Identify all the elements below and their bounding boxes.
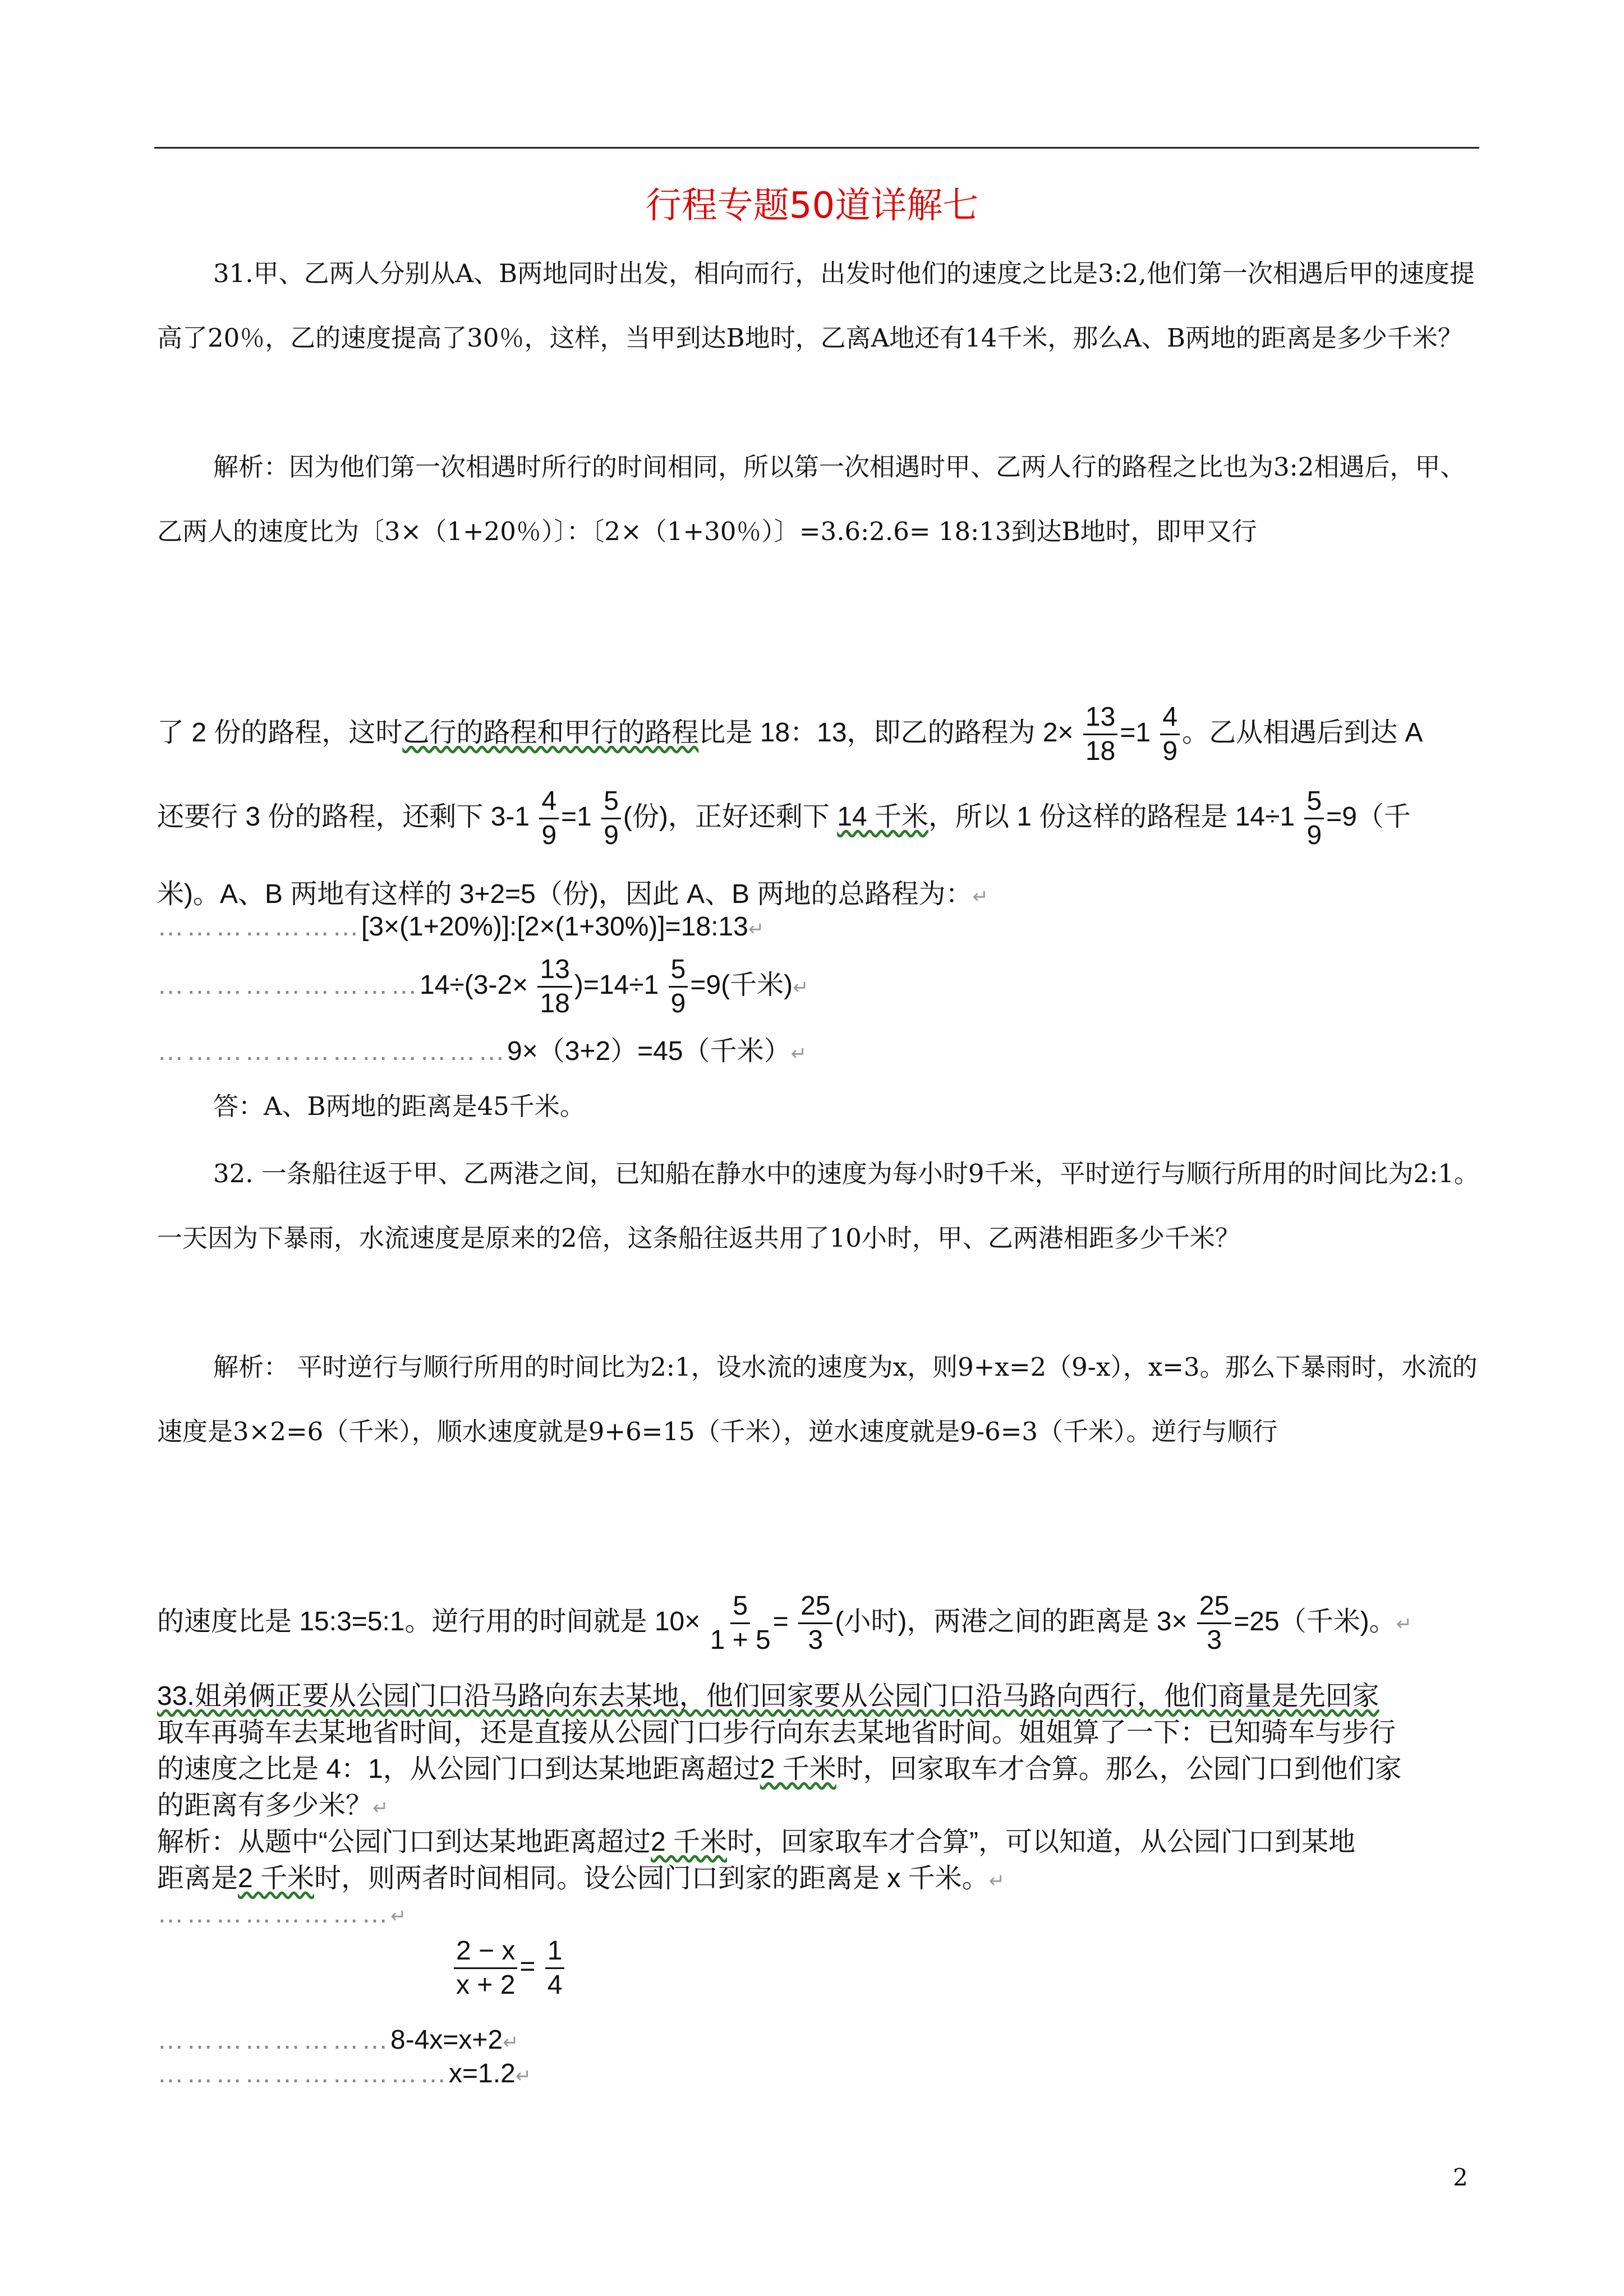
q31-answer: 答：A、B两地的距离是45千米。 <box>213 1091 585 1121</box>
q31-question: 31.甲、乙两人分别从A、B两地同时出发，相向而行，出发时他们的速度之比是3:2,他们第一次相遇后甲的速度提高了20％，乙的速度提高了30％，这样，当甲到达B地时，乙离A地还有14千米，那么A、B两地的距离是多少千米？ <box>157 259 1475 353</box>
q32-solution-line: 的速度比是 15:3=5:1。逆行用的时间就是 10× $\frac{5}{1 + 5}$ = $\frac{25}{3}$ (小时)，两港之间的距离是 3× $\frac{25}{3}$ =25（千米)。↵ <box>157 1590 1412 1657</box>
q33-analysis-line-1: 解析：从题中“公园门口到达某地距离超过2 千米时，回家取车才合算”，可以知道，从公园门口到某地 <box>157 1827 1356 1857</box>
q33-line-3: 的速度之比是 4：1，从公园门口到达某地距离超过2 千米时，回家取车才合算。那么，公园门口到他们家 <box>157 1754 1402 1784</box>
fraction-4-9: $\frac{4}{9}$ <box>1160 701 1180 768</box>
q31-equation-2: ………………………14÷(3-2× $\frac{13}{18}$ )=14÷1 $\frac{5}{9}$ =9(千米)↵ <box>157 953 809 1020</box>
q31-solution-line-2: 还要行 3 份的路程，还剩下 3-1 $\frac{4}{9}$ =1 $\frac{5}{9}$ (份)，正好还剩下 14 千米，所以 1 份这样的路程是 14÷1 $\frac{5}{9}$ =9（千 <box>157 785 1411 852</box>
q31-equation-1: …………………[3×(1+20%)]:[2×(1+30%)]=18:13↵ <box>157 912 765 942</box>
q32-analysis: 解析： 平时逆行与顺行所用的时间比为2:1，设水流的速度为x，则9+x=2（9-x），x=3。那么下暴雨时，水流的速度是3×2=6（千米），顺水速度就是9+6=15（千米），逆水速度就是9-6=3（千米）。逆行与顺行 <box>157 1352 1478 1446</box>
q31-equation-3: ………………………………9×（3+2）=45（千米）↵ <box>157 1036 807 1066</box>
fraction-5-over-1-plus-5: $\frac{5}{1 + 5}$ <box>710 1591 771 1655</box>
q33-dots-1: ……………………↵ <box>157 1899 407 1929</box>
fraction-25-3: $\frac{25}{3}$ <box>798 1590 832 1657</box>
q33-analysis-line-2: 距离是2 千米时，则两者时间相同。设公园门口到家的距离是 x 千米。↵ <box>157 1864 1005 1893</box>
fraction-13-18: $\frac{13}{18}$ <box>537 953 572 1020</box>
fraction-5-9: $\frac{5}{9}$ <box>601 785 621 852</box>
fraction-5-9: $\frac{5}{9}$ <box>669 953 688 1020</box>
q31-solution-line-3: 米)。A、B 两地有这样的 3+2=5（份)，因此 A、B 两地的总路程为：↵ <box>157 879 989 909</box>
q31-solution-line-1: 了 2 份的路程，这时乙行的路程和甲行的路程比是 18：13，即乙的路程为 2× $\frac{13}{18}$ =1 $\frac{4}{9}$ 。乙从相遇后到达 A <box>157 701 1423 768</box>
q31-analysis: 解析：因为他们第一次相遇时所行的时间相同，所以第一次相遇时甲、乙两人行的路程之比也为3:2相遇后，甲、乙两人的速度比为〔3×（1+20％）〕：〔2×（1+30％）〕=3.6:2.6= 18:13到达B地时，即甲又行 <box>157 452 1466 546</box>
q33-line-1: 33.姐弟俩正要从公园门口沿马路向东去某地，他们回家要从公园门口沿马路向西行，他们商量是先回家 <box>157 1681 1379 1711</box>
page-title: 行程专题50道详解七 <box>645 185 979 227</box>
fraction-5-9: $\frac{5}{9}$ <box>1304 785 1324 852</box>
header-rule <box>154 147 1479 149</box>
q33-line-2: 取车再骑车去某地省时间，还是直接从公园门口步行向东去某地省时间。姐姐算了一下：已知骑车与步行 <box>157 1718 1396 1748</box>
fraction-25-3: $\frac{25}{3}$ <box>1197 1590 1231 1657</box>
q33-equation-2: ……………………8-4x=x+2↵ <box>157 2025 519 2055</box>
fraction-4-9: $\frac{4}{9}$ <box>539 785 559 852</box>
fraction-2-minus-x-over-x-plus-2: $\frac{2 - x}{x + 2}$ <box>454 1935 517 2002</box>
q32-question: 32. 一条船往返于甲、乙两港之间，已知船在静水中的速度为每小时9千米，平时逆行与顺行所用的时间比为2:1。一天因为下暴雨，水流速度是原来的2倍，这条船往返共用了10小时，甲、乙两港相距多少千米？ <box>157 1159 1479 1253</box>
page-number: 2 <box>1453 2164 1468 2191</box>
q33-fraction-equation: $\frac{2 - x}{x + 2}$ = $\frac{1}{4}$ <box>452 1935 567 2002</box>
fraction-13-18: $\frac{13}{18}$ <box>1083 701 1117 768</box>
q33-equation-3: …………………………x=1.2↵ <box>157 2059 532 2088</box>
q33-line-4: 的距离有多少米？↵ <box>157 1791 389 1820</box>
fraction-1-4: $\frac{1}{4}$ <box>545 1935 565 2002</box>
